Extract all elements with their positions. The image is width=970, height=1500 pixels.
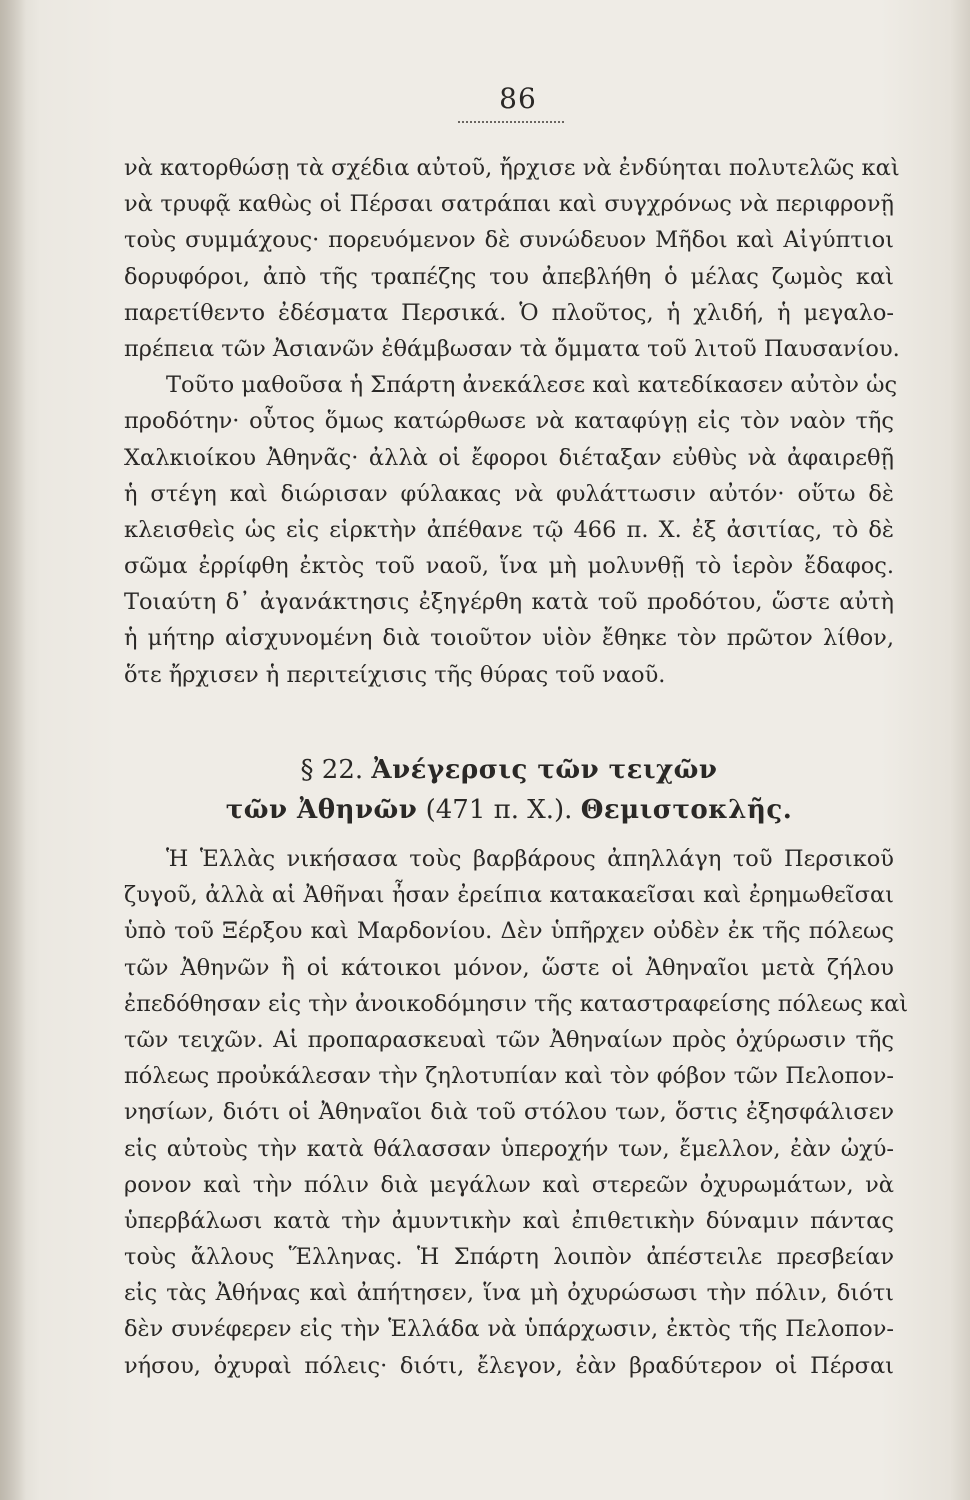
text-line: πόλεως προὐκάλεσαν τὴν ζηλοτυπίαν καὶ τὸν φόβον τῶν Πελοπον-: [124, 1063, 894, 1090]
text-line: τῶν Ἀθηνῶν ἢ οἱ κάτοικοι μόνον, ὥστε οἱ Ἀθηναῖοι μετὰ ζήλου: [124, 954, 894, 981]
page-number-rule: [458, 121, 564, 123]
paragraph-top: [124, 150, 900, 693]
text-line: δὲν συνέφερεν εἰς τὴν Ἑλλάδα νὰ ὑπάρχωσιν, ἐκτὸς τῆς Πελοπον-: [124, 1316, 894, 1343]
text-line: προδότην· οὗτος ὅμως κατώρθωσε νὰ καταφύγῃ εἰς τὸν ναὸν τῆς: [124, 408, 894, 435]
section-heading: [124, 750, 894, 830]
binding-shadow: [0, 0, 26, 1500]
text-line: εἰς αὐτοὺς τὴν κατὰ θάλασσαν ὑπεροχήν των, ἔμελλον, ἐὰν ὠχύ-: [124, 1135, 894, 1162]
heading-date: (471 π. Χ.).: [425, 795, 573, 825]
heading-title-part: Ἀνέγερσις τῶν τειχῶν: [371, 755, 718, 785]
text-line: ἡ μήτηρ αἰσχυνομένη διὰ τοιοῦτον υἱὸν ἔθηκε τὸν πρῶτον λίθον,: [124, 625, 894, 652]
text-line: Τοῦτο μαθοῦσα ἡ Σπάρτη ἀνεκάλεσε καὶ κατεδίκασεν αὐτὸν ὡς: [166, 372, 898, 399]
page-number: 86: [499, 82, 537, 115]
heading-line-1: [124, 750, 894, 790]
text-line: Ἡ Ἑλλὰς νικήσασα τοὺς βαρβάρους ἀπηλλάγη τοῦ Περσικοῦ: [166, 846, 894, 872]
text-line: ἐπεδόθησαν εἰς τὴν ἀνοικοδόμησιν τῆς καταστραφείσης πόλεως καὶ: [124, 990, 909, 1017]
text-line: νὰ τρυφᾷ καθὼς οἱ Πέρσαι σατράπαι καὶ συγχρόνως νὰ περιφρονῇ: [124, 191, 894, 218]
text-line: ὑπὸ τοῦ Ξέρξου καὶ Μαρδονίου. Δὲν ὑπῆρχεν οὐδὲν ἐκ τῆς πόλεως: [124, 918, 894, 945]
text-line: Τοιαύτη δ᾽ ἀγανάκτησις ἐξηγέρθη κατὰ τοῦ προδότου, ὥστε αὐτὴ: [124, 589, 894, 616]
text-line: νήσου, ὀχυραὶ πόλεις· διότι, ἔλεγον, ἐὰν βραδύτερον οἱ Πέρσαι: [124, 1352, 894, 1379]
text-line: ἡ στέγη καὶ διώρισαν φύλακας νὰ φυλάττωσιν αὐτόν· οὕτω δὲ: [124, 480, 894, 507]
text-line: ὑπερβάλωσι κατὰ τὴν ἀμυντικὴν καὶ ἐπιθετικὴν δύναμιν πάντας: [124, 1207, 894, 1234]
text-line: τῶν τειχῶν. Αἱ προπαρασκευαὶ τῶν Ἀθηναίων πρὸς ὀχύρωσιν τῆς: [124, 1026, 894, 1053]
text-line: Χαλκιοίκου Ἀθηνᾶς· ἀλλὰ οἱ ἔφοροι διέταξαν εὐθὺς νὰ ἀφαιρεθῇ: [124, 444, 894, 471]
text-line: σῶμα ἐρρίφθη ἐκτὸς τοῦ ναοῦ, ἵνα μὴ μολυνθῇ τὸ ἱερὸν ἔδαφος.: [124, 553, 894, 580]
heading-line-2: [124, 790, 894, 830]
text-line: ὅτε ἤρχισεν ἡ περιτείχισις τῆς θύρας τοῦ ναοῦ.: [124, 661, 666, 688]
text-line: εἰς τὰς Ἀθήνας καὶ ἀπήτησεν, ἵνα μὴ ὀχυρώσωσι τὴν πόλιν, διότι: [124, 1280, 894, 1307]
section-mark: § 22.: [300, 755, 364, 785]
text-line: ρονον καὶ τὴν πόλιν διὰ μεγάλων καὶ στερεῶν ὀχυρωμάτων, νὰ: [124, 1171, 894, 1198]
text-line: δορυφόροι, ἀπὸ τῆς τραπέζης του ἀπεβλήθη ὁ μέλας ζωμὸς καὶ: [124, 263, 894, 290]
heading-title-part: Θεμιστοκλῆς.: [580, 795, 793, 825]
text-line: κλεισθεὶς ὡς εἰς εἱρκτὴν ἀπέθανε τῷ 466 π. Χ. ἐξ ἀσιτίας, τὸ δὲ: [124, 516, 894, 543]
text-line: τοὺς ἄλλους Ἕλληνας. Ἡ Σπάρτη λοιπὸν ἀπέστειλε πρεσβείαν: [124, 1244, 894, 1271]
paragraph-bottom: [124, 841, 909, 1384]
text-line: ζυγοῦ, ἀλλὰ αἱ Ἀθῆναι ἦσαν ἐρείπια κατακαεῖσαι καὶ ἐρημωθεῖσαι: [124, 882, 894, 909]
text-line: παρετίθεντο ἐδέσματα Περσικά. Ὁ πλοῦτος, ἡ χλιδή, ἡ μεγαλο-: [124, 299, 894, 326]
heading-title-part: τῶν Ἀθηνῶν: [225, 795, 418, 825]
text-line: νὰ κατορθώσῃ τὰ σχέδια αὐτοῦ, ἤρχισε νὰ ἐνδύηται πολυτελῶς καὶ: [124, 155, 900, 181]
text-line: πρέπεια τῶν Ἀσιανῶν ἐθάμβωσαν τὰ ὄμματα τοῦ λιτοῦ Παυσανίου.: [124, 335, 900, 362]
text-line: τοὺς συμμάχους· πορευόμενον δὲ συνώδευον Μῆδοι καὶ Αἰγύπτιοι: [124, 227, 894, 254]
text-line: νησίων, διότι οἱ Ἀθηναῖοι διὰ τοῦ στόλου των, ὅστις ἐξησφάλισεν: [124, 1099, 894, 1126]
